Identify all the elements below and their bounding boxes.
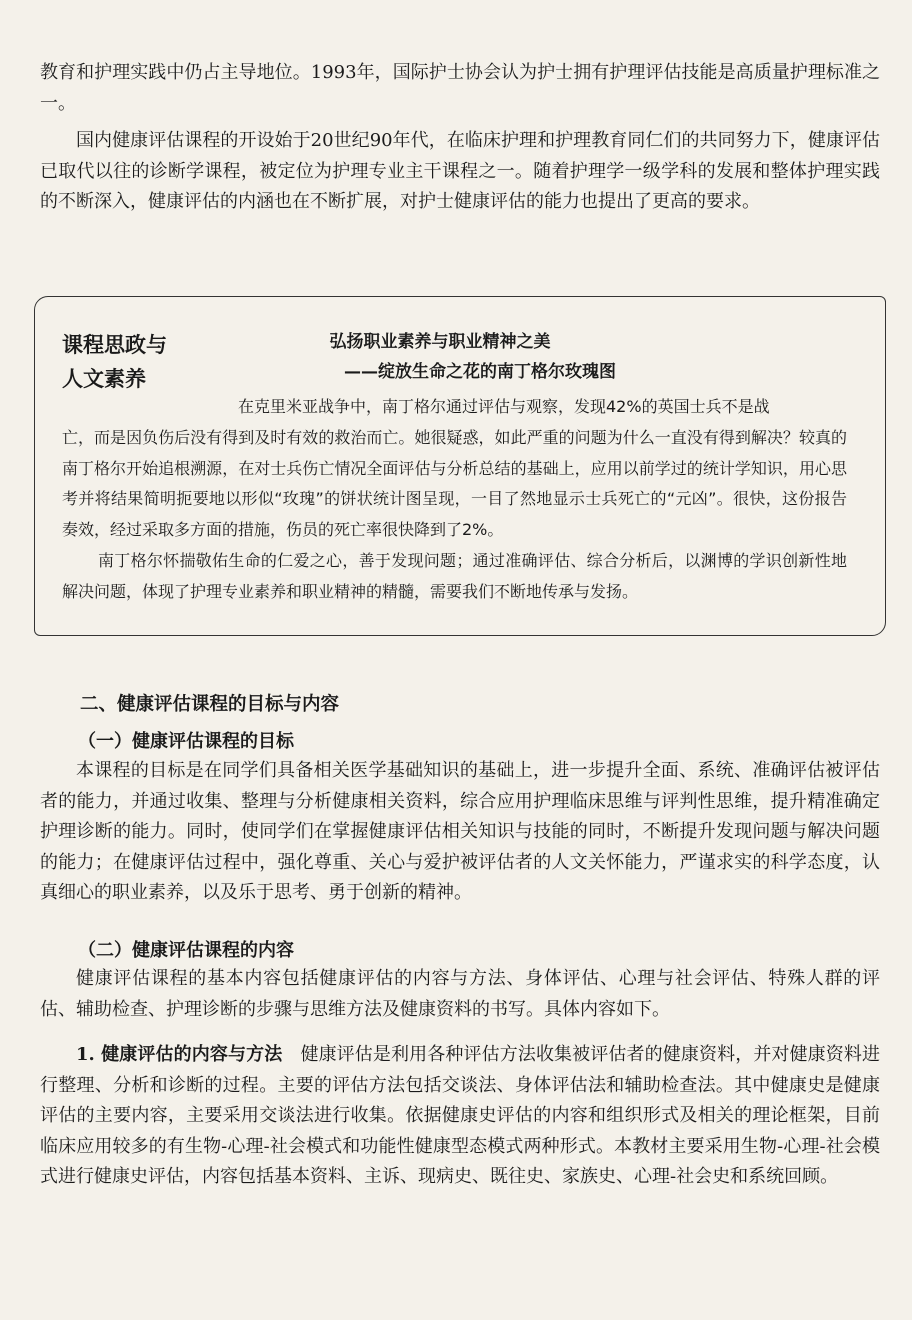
sidebar-tag-line2: 人文素养: [62, 367, 146, 391]
goals-paragraph: 本课程的目标是在同学们具备相关医学基础知识的基础上，进一步提升全面、系统、准确评估被评估者的能力，并通过收集、整理与分析健康相关资料，综合应用护理临床思维与评判性思维，提升精准确定护理诊断的能力。同时，使同学们在掌握健康评估相关知识与技能的同时，不断提升发现问题与解决问题的能力；在健康评估过程中，强化尊重、关心与爱护被评估者的人文关怀能力，严谨求实的科学态度，认真细心的职业素养，以及乐于思考、勇于创新的精神。: [40, 760, 880, 903]
sidebar-tag: [62, 328, 167, 396]
sidebar-tag-line1: 课程思政与: [62, 333, 167, 357]
content-paragraph: 健康评估课程的基本内容包括健康评估的内容与方法、身体评估、心理与社会评估、特殊人群的评估、辅助检查、护理诊断的步骤与思维方法及健康资料的书写。具体内容如下。: [40, 968, 880, 1020]
content-item-1-text: 健康评估是利用各种评估方法收集被评估者的健康资料，并对健康资料进行整理、分析和诊断的过程。主要的评估方法包括交谈法、身体评估法和辅助检查法。其中健康史是健康评估的主要内容，主要采用交谈法进行收集。依据健康史评估的内容和组织形式及相关的理论框架，目前临床应用较多的有生物-心理-社会模式和功能性健康型态模式两种形式。本教材主要采用生物-心理-社会模式进行健康史评估，内容包括基本资料、主诉、现病史、既往史、家族史、心理-社会史和系统回顾。: [40, 1044, 881, 1187]
sidebar-paragraph-1: 亡，而是因负伤后没有得到及时有效的救治而亡。她很疑惑，如此严重的问题为什么一直没有得到解决？较真的南丁格尔开始追根溯源，在对士兵伤亡情况全面评估与分析总结的基础上，应用以前学过的统计学知识，用心思考并将结果简明扼要地以形似“玫瑰”的饼状统计图呈现，一目了然地显示士兵死亡的“元凶”。很快，这份报告奏效，经过采取多方面的措施，伤员的死亡率很快降到了2%。: [62, 428, 847, 539]
sidebar-title: 弘扬职业素养与职业精神之美: [329, 332, 551, 352]
sidebar-paragraph-2: 南丁格尔怀揣敬佑生命的仁爱之心，善于发现问题；通过准确评估、综合分析后，以渊博的学识创新性地解决问题，体现了护理专业素养和职业精神的精髓，需要我们不断地传承与发扬。: [62, 551, 847, 601]
subsection-heading-goals: （一）健康评估课程的目标: [78, 731, 294, 752]
sidebar-paragraph-1-lead: 在克里米亚战争中，南丁格尔通过评估与观察，发现42%的英国士兵不是战: [238, 397, 770, 416]
content-item-1: [40, 1040, 880, 1193]
subsection-heading-content: （二）健康评估课程的内容: [78, 940, 294, 961]
content-item-1-lead: 1. 健康评估的内容与方法: [76, 1044, 283, 1065]
intro-paragraph-1: 教育和护理实践中仍占主导地位。1993年，国际护士协会认为护士拥有护理评估技能是高质量护理标准之一。: [40, 62, 880, 114]
intro-paragraph-2: 国内健康评估课程的开设始于20世纪90年代，在临床护理和护理教育同仁们的共同努力下，健康评估已取代以往的诊断学课程，被定位为护理专业主干课程之一。随着护理学一级学科的发展和整体护理实践的不断深入，健康评估的内涵也在不断扩展，对护士健康评估的能力也提出了更高的要求。: [40, 130, 880, 212]
sidebar-subtitle: ——绽放生命之花的南丁格尔玫瑰图: [344, 362, 616, 382]
section-heading: 二、健康评估课程的目标与内容: [80, 694, 340, 715]
